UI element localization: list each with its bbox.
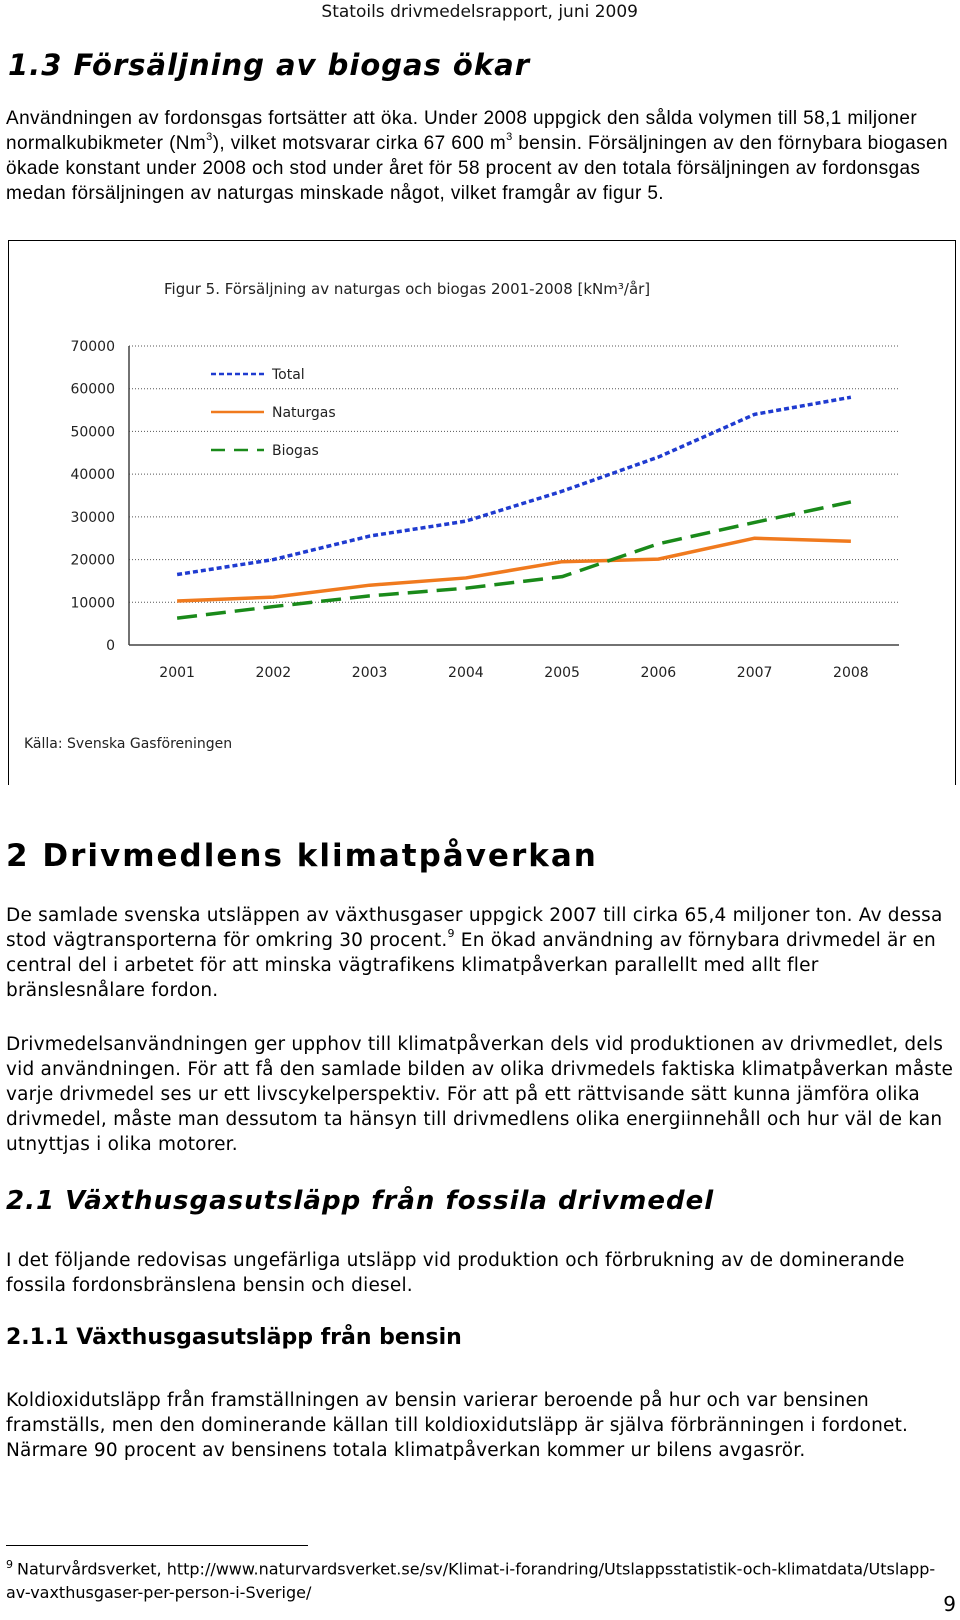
para-text: bensin. Försäljningen av den förnybara biogasen ökade konstant under 2008 och stod under året för 58 procent av den totala försäljningen av fordonsgas medan försäljningen av naturgas minskade något, vilket framgår av figur 5. xyxy=(6,133,948,204)
y-tick-label: 60000 xyxy=(70,381,115,398)
x-tick-label: 2006 xyxy=(640,665,677,681)
y-tick-label: 50000 xyxy=(70,424,115,441)
x-tick-label: 2007 xyxy=(736,665,773,681)
footnote-link[interactable]: Naturvårdsverket, http://www.naturvardsverket.se/sv/Klimat-i-forandring/Utslappsstatistik-och-klimatdata/Utslapp-av-vaxthusgaser-per-person-i-Sverige/ xyxy=(6,1559,936,1603)
section-heading-2: 2 Drivmedlens klimatpåverkan xyxy=(6,838,598,874)
chart-source: Källa: Svenska Gasföreningen xyxy=(24,736,233,752)
chart-series xyxy=(177,397,851,618)
y-tick-label: 40000 xyxy=(70,467,115,484)
y-tick-label: 20000 xyxy=(70,552,115,569)
line-chart xyxy=(9,241,955,785)
figure-5-chart xyxy=(8,240,956,785)
para-text: En ökad användning av förnybara drivmedel är en central del i arbetet för att minska vägtrafikens klimatpåverkan parallellt med allt fler bränslesnålare fordon. xyxy=(6,930,936,1001)
superscript: 3 xyxy=(206,130,213,143)
x-tick-label: 2001 xyxy=(159,665,195,681)
y-tick-label: 10000 xyxy=(70,595,115,612)
footnote-divider xyxy=(6,1545,308,1546)
section-2-1-paragraph: I det följande redovisas ungefärliga utsläpp vid produktion och förbrukning av de dominerande fossila fordonsbränslena bensin och diesel. xyxy=(6,1250,905,1296)
legend-label-naturgas: Naturgas xyxy=(272,405,336,421)
para-text: ), vilket motsvarar cirka 67 600 m xyxy=(212,133,507,154)
footnote-ref: 9 xyxy=(447,926,455,940)
section-2-paragraph-1 xyxy=(6,903,956,1003)
chart-axes xyxy=(70,339,899,681)
legend-label-total: Total xyxy=(272,367,305,383)
running-header: Statoils drivmedelsrapport, juni 2009 xyxy=(321,2,638,22)
superscript: 3 xyxy=(506,130,513,143)
para-text: De samlade svenska utsläppen av växthusgaser uppgick 2007 till cirka 65,4 miljoner ton. Av dessa stod vägtransporterna för omkring 30 procent. xyxy=(6,905,943,951)
section-heading-2-1: 2.1 Växthusgasutsläpp från fossila drivmedel xyxy=(6,1186,715,1216)
x-tick-label: 2005 xyxy=(544,665,580,681)
x-tick-label: 2008 xyxy=(833,665,869,681)
section-2-1-1-paragraph: Koldioxidutsläpp från framställningen av bensin varierar beroende på hur och var bensinen framställs, men den dominerande källan till koldioxidutsläpp är själva förbränningen i fordonet. Närmare 90 procent av bensinens totala klimatpåverkan kommer ur bilens avgasrör. xyxy=(6,1390,909,1461)
series-line-total xyxy=(177,397,851,574)
x-tick-label: 2004 xyxy=(448,665,484,681)
y-tick-label: 70000 xyxy=(70,339,115,355)
chart-title: Figur 5. Försäljning av naturgas och biogas 2001-2008 [kNm³/år] xyxy=(164,280,651,298)
footnote xyxy=(6,1553,946,1605)
section-heading-2-1-1: 2.1.1 Växthusgasutsläpp från bensin xyxy=(6,1325,462,1350)
legend-label-biogas: Biogas xyxy=(272,443,319,459)
x-tick-label: 2002 xyxy=(255,665,292,681)
para-text: Användningen av fordonsgas fortsätter att öka. Under 2008 uppgick den sålda volymen till 58,1 miljoner normalkubikmeter (Nm xyxy=(6,108,918,154)
series-line-naturgas xyxy=(177,538,851,601)
page-number: 9 xyxy=(943,1592,956,1616)
section-1-3-paragraph xyxy=(6,106,956,206)
x-tick-label: 2003 xyxy=(351,665,388,681)
chart-legend xyxy=(211,367,336,459)
y-tick-label: 0 xyxy=(106,638,115,654)
footnote-number: 9 xyxy=(6,1558,13,1571)
section-heading-1-3: 1.3 Försäljning av biogas ökar xyxy=(8,48,531,82)
section-2-paragraph-2: Drivmedelsanvändningen ger upphov till klimatpåverkan dels vid produktionen av drivmedlet, dels vid användningen. För att få den samlade bilden av olika drivmedels faktiska klimatpåverkan måste varje drivmedel ses ur ett livscykelperspektiv. För att på ett rättvisande sätt kunna jämföra olika drivmedel, måste man dessutom ta hänsyn till drivmedlens olika energiinnehåll och hur väl de kan utnyttjas i olika motorer. xyxy=(6,1034,954,1155)
y-tick-label: 30000 xyxy=(70,509,115,526)
